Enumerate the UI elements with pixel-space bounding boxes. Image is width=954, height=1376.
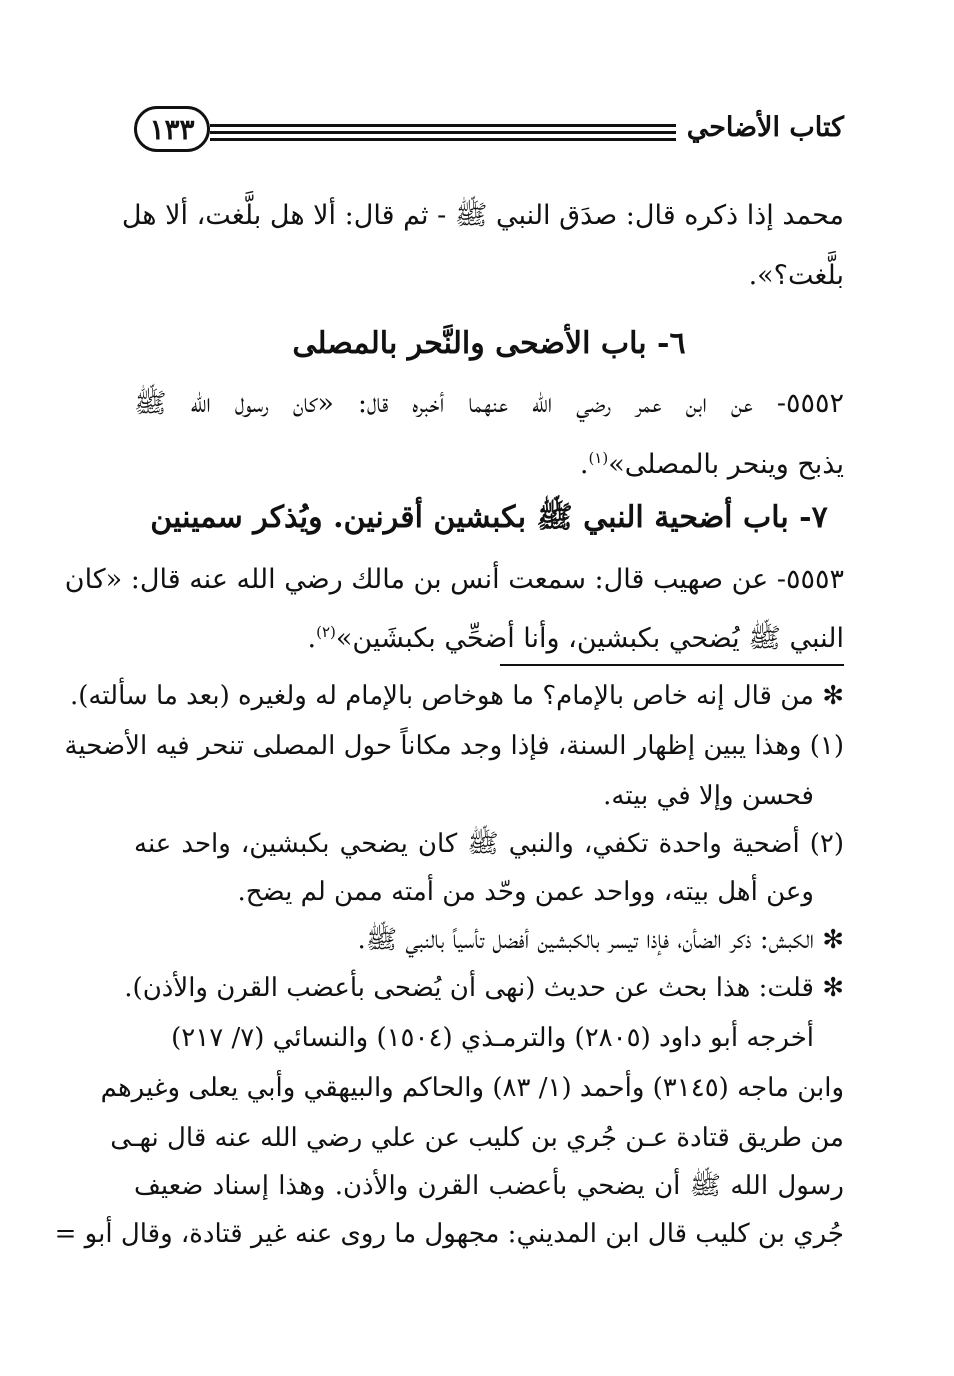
footnote-ref-2: (٢) <box>316 623 336 641</box>
body-line: بلَّغت؟». <box>748 260 844 291</box>
footnote-paragraph-line: أخرجه أبو داود (٢٨٠٥) والترمـذي (١٥٠٤) والنسائي (٧/ ٢١٧) <box>171 1023 814 1053</box>
header-rule <box>210 138 676 141</box>
footnote-note: ✻ قلت: هذا بحث عن حديث (نهى أن يُضحى بأعضب القرن والأذن). <box>124 973 844 1003</box>
footnote-paragraph-line: جُري بن كليب قال ابن المديني: مجهول ما روى عنه غير قتادة، وقال أبو = <box>54 1219 844 1249</box>
page-number: ١٣٣ <box>134 106 210 152</box>
book-title: كتاب الأضاحي <box>686 112 844 143</box>
hadith-5553-end: . <box>307 623 317 654</box>
footnote-paragraph-line: وابن ماجه (٣١٤٥) وأحمد (١/ ٨٣) والحاكم والبيهقي وأبي يعلى وغيرهم <box>100 1073 844 1103</box>
footnote-ref-1: (١) <box>588 449 609 467</box>
footnote-note: ✻ من قال إنه خاص بالإمام؟ ما هوخاص بالإمام له ولغيره (بعد ما سألته). <box>69 681 844 711</box>
header-rule <box>210 124 676 127</box>
hadith-5553-line: ٥٥٥٣- عن صهيب قال: سمعت أنس بن مالك رضي الله عنه قال: «كان <box>64 564 844 595</box>
hadith-5552-line <box>580 438 844 485</box>
footnote-2-line: وعن أهل بيته، وواحد عمن وحّد من أمته ممن لم يضح. <box>237 877 814 907</box>
footnote-1-line: (١) وهذا يبين إظهار السنة، فإذا وجد مكاناً حول المصلى تنحر فيه الأضحية <box>64 731 844 761</box>
footnote-1-line: فحسن وإلا في بيته. <box>603 781 814 811</box>
footnote-paragraph-line: رسول الله ﷺ أن يضحي بأعضب القرن والأذن. وهذا إسناد ضعيف <box>134 1171 844 1201</box>
body-line: محمد إذا ذكره قال: صدَق النبي ﷺ - ثم قال: ألا هل بلَّغت، ألا هل <box>121 200 844 231</box>
hadith-5553-line <box>308 612 844 659</box>
page-header <box>134 100 844 162</box>
footnote-paragraph-line: من طريق قتادة عـن جُري بن كليب عن علي رضي الله عنه قال نهـى <box>110 1123 844 1153</box>
hadith-5552-line: ٥٥٥٢- عن ابن عمر رضي الله عنهما أخبره قال: «كان رسول الله ﷺ <box>134 388 844 419</box>
footnote-2-line: (٢) أضحية واحدة تكفي، والنبي ﷺ كان يضحي بكبشين، واحد عنه <box>134 829 844 859</box>
hadith-5552-end: . <box>579 449 589 480</box>
chapter-heading-6: ٦- باب الأضحى والنَّحر بالمصلى <box>292 326 686 361</box>
footnote-separator <box>500 664 844 666</box>
header-rule <box>210 131 676 134</box>
footnote-note: ✻ الكبش: ذكر الضأن، فإذا تيسر بالكبشين أفضل تأسياً بالنبي ﷺ. <box>357 925 844 955</box>
hadith-5553-text: النبي ﷺ يُضحي بكبشين، وأنا أضحِّي بكبشَين» <box>335 623 844 654</box>
hadith-5552-text: يذبح وينحر بالمصلى» <box>608 449 844 480</box>
chapter-heading-7: ٧- باب أضحية النبي ﷺ بكبشين أقرنين. ويُذكر سمينين <box>150 500 828 535</box>
